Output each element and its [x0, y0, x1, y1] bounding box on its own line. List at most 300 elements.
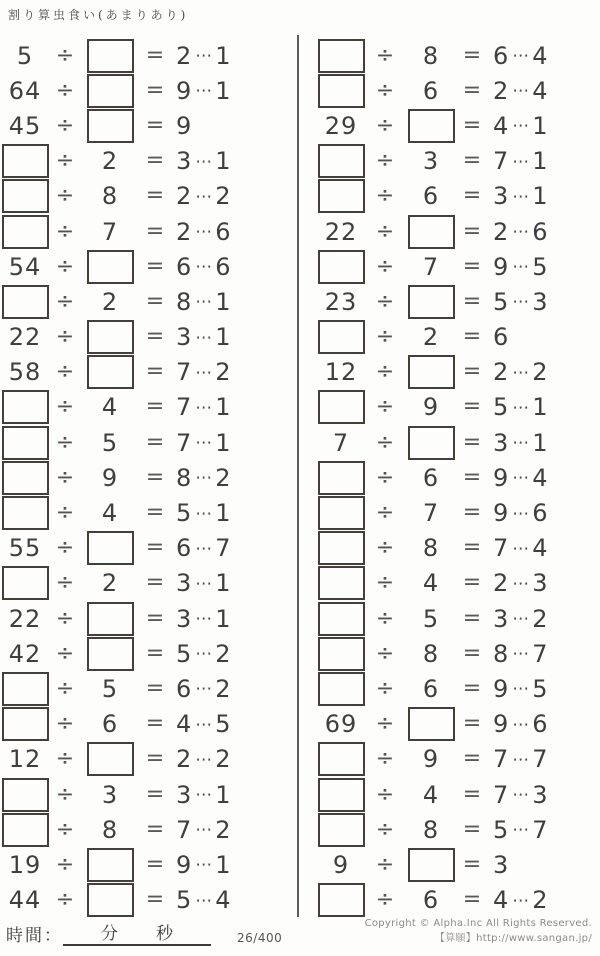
quotient-value: 6 [176, 252, 193, 281]
divisor-value: 4 [101, 393, 119, 422]
quotient-value: 9 [493, 499, 510, 528]
remainder-dots: ⋯ [512, 81, 530, 102]
divisor-cell [80, 495, 140, 530]
dividend-answer-box[interactable] [318, 496, 365, 530]
quotient-value: 5 [493, 815, 510, 844]
quotient-value: 8 [493, 639, 510, 668]
remainder-dots: ⋯ [195, 397, 213, 418]
divide-sign [50, 812, 80, 847]
result [485, 214, 600, 249]
equals-sign-glyph: = [145, 711, 165, 737]
time-blank-line[interactable] [63, 924, 211, 946]
dividend-answer-box[interactable] [318, 179, 365, 213]
divisor-value: 7 [422, 499, 440, 528]
divisor-cell [80, 355, 140, 390]
remainder-value: 3 [532, 287, 549, 316]
result [485, 531, 600, 566]
divisor-answer-box[interactable] [87, 602, 134, 636]
divisor-cell [80, 108, 140, 143]
dividend-answer-box[interactable] [318, 742, 365, 776]
divide-sign-glyph: ÷ [55, 851, 75, 877]
divide-sign [367, 495, 403, 530]
dividend-value: 42 [8, 639, 42, 668]
remainder-value: 1 [215, 428, 232, 457]
divisor-value: 5 [101, 428, 119, 457]
quotient-value: 3 [176, 604, 193, 633]
dividend-answer-box[interactable] [318, 778, 365, 812]
dividend-value: 55 [8, 534, 42, 563]
problem-row [315, 812, 600, 847]
divide-sign-glyph: ÷ [55, 148, 75, 174]
equals-sign [140, 531, 170, 566]
problem-row [0, 531, 296, 566]
equals-sign-glyph: = [462, 253, 482, 279]
divisor-value: 6 [101, 710, 119, 739]
equals-sign [140, 355, 170, 390]
dividend-answer-box[interactable] [2, 672, 49, 706]
result [170, 742, 296, 777]
problem-row [0, 883, 296, 918]
divisor-answer-box[interactable] [87, 848, 134, 882]
dividend-value: 45 [8, 111, 42, 140]
divisor-cell [80, 425, 140, 460]
dividend-cell [0, 671, 50, 706]
divisor-cell [403, 320, 459, 355]
divisor-answer-box[interactable] [87, 637, 134, 671]
page-title: 割り算虫食い(あまりあり) [8, 8, 189, 22]
dividend-answer-box[interactable] [318, 637, 365, 671]
divisor-value: 8 [101, 815, 119, 844]
equals-sign [140, 812, 170, 847]
divide-sign [50, 214, 80, 249]
quotient-value: 7 [493, 534, 510, 563]
column-right [315, 38, 600, 918]
equals-sign-glyph: = [462, 464, 482, 490]
dividend-value: 12 [324, 358, 358, 387]
dividend-answer-box[interactable] [2, 461, 49, 495]
divide-sign [50, 390, 80, 425]
remainder-dots: ⋯ [195, 222, 213, 243]
remainder-value: 7 [532, 745, 549, 774]
divide-sign-glyph: ÷ [55, 218, 75, 244]
divide-sign [50, 179, 80, 214]
quotient-value: 2 [176, 182, 193, 211]
dividend-cell [0, 883, 50, 918]
time-label: 時間： [6, 926, 63, 946]
result [485, 777, 600, 812]
divisor-cell [403, 38, 459, 73]
dividend-cell [315, 742, 367, 777]
remainder-dots: ⋯ [512, 714, 530, 735]
divisor-answer-box[interactable] [87, 250, 134, 284]
dividend-answer-box[interactable] [318, 390, 365, 424]
divide-sign [50, 249, 80, 284]
result [485, 812, 600, 847]
equals-sign-glyph: = [145, 675, 165, 701]
remainder-value: 6 [532, 710, 549, 739]
dividend-answer-box[interactable] [318, 461, 365, 495]
dividend-answer-box[interactable] [2, 813, 49, 847]
equals-sign-glyph: = [462, 781, 482, 807]
result [485, 108, 600, 143]
divide-sign [50, 425, 80, 460]
dividend-cell [0, 495, 50, 530]
result [485, 425, 600, 460]
result [170, 249, 296, 284]
result [170, 108, 296, 143]
problem-row [315, 73, 600, 108]
remainder-value: 2 [532, 886, 549, 915]
dividend-cell [315, 390, 367, 425]
divide-sign [367, 531, 403, 566]
quotient-value: 6 [493, 323, 510, 352]
remainder-value: 4 [215, 886, 232, 915]
result [485, 355, 600, 390]
equals-sign [459, 495, 485, 530]
dividend-answer-box[interactable] [318, 566, 365, 600]
quotient-value: 9 [493, 463, 510, 492]
problem-row [0, 73, 296, 108]
equals-sign [140, 636, 170, 671]
dividend-cell [315, 847, 367, 882]
divisor-cell [80, 883, 140, 918]
divide-sign-glyph: ÷ [375, 148, 395, 174]
divide-sign [367, 566, 403, 601]
divisor-answer-box[interactable] [87, 355, 134, 389]
dividend-cell [315, 38, 367, 73]
divisor-answer-box[interactable] [408, 355, 455, 389]
dividend-value: 7 [332, 428, 350, 457]
dividend-answer-box[interactable] [2, 179, 49, 213]
divisor-value: 9 [422, 745, 440, 774]
divisor-cell [403, 883, 459, 918]
remainder-value: 6 [532, 499, 549, 528]
remainder-value: 1 [532, 393, 549, 422]
divide-sign [50, 883, 80, 918]
quotient-value: 8 [176, 287, 193, 316]
divisor-cell [403, 742, 459, 777]
result [170, 38, 296, 73]
divisor-value: 2 [101, 287, 119, 316]
remainder-value: 2 [532, 604, 549, 633]
equals-sign [459, 320, 485, 355]
divide-sign [367, 249, 403, 284]
divide-sign-glyph: ÷ [55, 570, 75, 596]
equals-sign [140, 601, 170, 636]
column-divider-line [297, 35, 299, 917]
dividend-cell [0, 812, 50, 847]
divisor-answer-box[interactable] [87, 74, 134, 108]
remainder-value: 2 [215, 639, 232, 668]
divisor-answer-box[interactable] [408, 848, 455, 882]
divisor-cell [403, 179, 459, 214]
dividend-answer-box[interactable] [318, 39, 365, 73]
problem-row [0, 38, 296, 73]
equals-sign-glyph: = [462, 112, 482, 138]
equals-sign [459, 179, 485, 214]
divide-sign-glyph: ÷ [55, 675, 75, 701]
equals-sign [140, 144, 170, 179]
problem-row [0, 812, 296, 847]
divisor-cell [80, 777, 140, 812]
quotient-value: 5 [176, 639, 193, 668]
dividend-answer-box[interactable] [318, 883, 365, 917]
result [485, 883, 600, 918]
result [170, 390, 296, 425]
divide-sign-glyph: ÷ [55, 253, 75, 279]
dividend-cell [315, 284, 367, 319]
divisor-cell [403, 566, 459, 601]
divisor-cell [403, 214, 459, 249]
quotient-value: 7 [493, 147, 510, 176]
divide-sign [50, 636, 80, 671]
divisor-value: 9 [422, 393, 440, 422]
divisor-answer-box[interactable] [87, 742, 134, 776]
remainder-dots: ⋯ [512, 362, 530, 383]
dividend-cell [315, 812, 367, 847]
quotient-value: 3 [176, 780, 193, 809]
remainder-value: 2 [215, 463, 232, 492]
remainder-dots: ⋯ [512, 538, 530, 559]
copyright-line2: 【算願】http://www.sangan.jp/ [434, 932, 592, 944]
problem-row [315, 777, 600, 812]
divisor-value: 3 [422, 147, 440, 176]
divide-sign-glyph: ÷ [375, 746, 395, 772]
equals-sign [459, 566, 485, 601]
dividend-value: 44 [8, 886, 42, 915]
problem-row [0, 707, 296, 742]
divide-sign [50, 495, 80, 530]
divisor-cell [403, 284, 459, 319]
dividend-cell [315, 566, 367, 601]
divide-sign [367, 284, 403, 319]
problem-row [315, 671, 600, 706]
divide-sign-glyph: ÷ [55, 77, 75, 103]
divisor-answer-box[interactable] [87, 320, 134, 354]
divisor-cell [80, 742, 140, 777]
divisor-answer-box[interactable] [87, 531, 134, 565]
equals-sign-glyph: = [462, 675, 482, 701]
quotient-value: 9 [493, 674, 510, 703]
equals-sign [140, 73, 170, 108]
divide-sign-glyph: ÷ [375, 781, 395, 807]
result [485, 707, 600, 742]
dividend-cell [315, 320, 367, 355]
dividend-answer-box[interactable] [318, 250, 365, 284]
divide-sign [50, 531, 80, 566]
divisor-answer-box[interactable] [408, 426, 455, 460]
result [170, 73, 296, 108]
divisor-value: 6 [422, 463, 440, 492]
remainder-value: 1 [215, 604, 232, 633]
divide-sign [50, 144, 80, 179]
divisor-cell [80, 214, 140, 249]
dividend-cell [0, 425, 50, 460]
remainder-dots: ⋯ [512, 820, 530, 841]
remainder-value: 1 [215, 147, 232, 176]
problem-row [315, 883, 600, 918]
remainder-value: 2 [215, 674, 232, 703]
equals-sign [459, 144, 485, 179]
divide-sign [367, 355, 403, 390]
remainder-value: 1 [532, 428, 549, 457]
quotient-value: 4 [493, 886, 510, 915]
divisor-answer-box[interactable] [408, 109, 455, 143]
dividend-cell [315, 249, 367, 284]
dividend-answer-box[interactable] [2, 426, 49, 460]
problem-row [0, 425, 296, 460]
quotient-value: 3 [176, 323, 193, 352]
dividend-answer-box[interactable] [2, 778, 49, 812]
divisor-cell [403, 144, 459, 179]
divide-sign-glyph: ÷ [55, 816, 75, 842]
remainder-value: 1 [215, 499, 232, 528]
remainder-dots: ⋯ [195, 46, 213, 67]
remainder-dots: ⋯ [195, 749, 213, 770]
remainder-value: 2 [215, 358, 232, 387]
divide-sign [367, 108, 403, 143]
dividend-value: 19 [8, 850, 42, 879]
problem-row [0, 390, 296, 425]
divisor-cell [80, 249, 140, 284]
divide-sign-glyph: ÷ [55, 429, 75, 455]
remainder-value: 1 [215, 287, 232, 316]
divisor-value: 2 [101, 147, 119, 176]
remainder-value: 4 [532, 41, 549, 70]
divisor-cell [80, 531, 140, 566]
divisor-cell [80, 284, 140, 319]
remainder-dots: ⋯ [195, 679, 213, 700]
divide-sign-glyph: ÷ [55, 112, 75, 138]
remainder-dots: ⋯ [195, 714, 213, 735]
remainder-value: 4 [532, 76, 549, 105]
result [485, 460, 600, 495]
divide-sign [50, 73, 80, 108]
dividend-cell [0, 355, 50, 390]
equals-sign [140, 566, 170, 601]
result [170, 495, 296, 530]
divide-sign-glyph: ÷ [375, 77, 395, 103]
dividend-answer-box[interactable] [318, 672, 365, 706]
divisor-answer-box[interactable] [408, 215, 455, 249]
equals-sign [459, 883, 485, 918]
dividend-cell [0, 566, 50, 601]
quotient-value: 7 [176, 393, 193, 422]
problem-row [0, 214, 296, 249]
problem-row [0, 108, 296, 143]
dividend-answer-box[interactable] [2, 215, 49, 249]
quotient-value: 4 [176, 710, 193, 739]
dividend-value: 23 [324, 287, 358, 316]
divide-sign [50, 320, 80, 355]
equals-sign-glyph: = [145, 429, 165, 455]
dividend-answer-box[interactable] [2, 707, 49, 741]
equals-sign-glyph: = [462, 288, 482, 314]
remainder-dots: ⋯ [512, 397, 530, 418]
divide-sign [367, 38, 403, 73]
result [170, 847, 296, 882]
quotient-value: 4 [493, 111, 510, 140]
dividend-answer-box[interactable] [318, 320, 365, 354]
result [485, 495, 600, 530]
quotient-value: 6 [176, 674, 193, 703]
dividend-answer-box[interactable] [318, 74, 365, 108]
equals-sign [140, 214, 170, 249]
quotient-value: 7 [176, 428, 193, 457]
divide-sign-glyph: ÷ [375, 570, 395, 596]
dividend-value: 5 [16, 41, 34, 70]
problem-row [0, 320, 296, 355]
divisor-cell [80, 73, 140, 108]
result [485, 847, 600, 882]
divisor-cell [403, 636, 459, 671]
divide-sign-glyph: ÷ [375, 711, 395, 737]
dividend-answer-box[interactable] [2, 390, 49, 424]
quotient-value: 7 [493, 745, 510, 774]
problem-row [0, 847, 296, 882]
divide-sign-glyph: ÷ [55, 324, 75, 350]
equals-sign [140, 707, 170, 742]
divide-sign [50, 460, 80, 495]
result [170, 425, 296, 460]
divisor-answer-box[interactable] [408, 707, 455, 741]
dividend-answer-box[interactable] [2, 144, 49, 178]
dividend-answer-box[interactable] [2, 285, 49, 319]
remainder-dots: ⋯ [512, 890, 530, 911]
equals-sign [459, 671, 485, 706]
divisor-answer-box[interactable] [408, 285, 455, 319]
dividend-cell [0, 38, 50, 73]
result [170, 777, 296, 812]
minutes-label: 分 [101, 924, 118, 944]
equals-sign-glyph: = [145, 218, 165, 244]
dividend-cell [0, 284, 50, 319]
dividend-answer-box[interactable] [318, 602, 365, 636]
result [170, 460, 296, 495]
divisor-answer-box[interactable] [87, 883, 134, 917]
problem-row [0, 495, 296, 530]
divide-sign-glyph: ÷ [375, 851, 395, 877]
remainder-value: 6 [215, 252, 232, 281]
dividend-answer-box[interactable] [318, 144, 365, 178]
divide-sign-glyph: ÷ [375, 359, 395, 385]
equals-sign-glyph: = [145, 394, 165, 420]
problem-row [0, 355, 296, 390]
equals-sign-glyph: = [145, 359, 165, 385]
problem-row [315, 636, 600, 671]
equals-sign-glyph: = [145, 42, 165, 68]
dividend-answer-box[interactable] [318, 531, 365, 565]
divisor-value: 2 [101, 569, 119, 598]
dividend-answer-box[interactable] [2, 566, 49, 600]
quotient-value: 3 [493, 604, 510, 633]
equals-sign-glyph: = [145, 500, 165, 526]
divide-sign-glyph: ÷ [55, 887, 75, 913]
problem-row [315, 425, 600, 460]
equals-sign [140, 671, 170, 706]
dividend-cell [0, 601, 50, 636]
quotient-value: 7 [176, 358, 193, 387]
problem-row [0, 777, 296, 812]
divisor-answer-box[interactable] [87, 109, 134, 143]
dividend-value: 69 [324, 710, 358, 739]
divisor-answer-box[interactable] [87, 39, 134, 73]
dividend-cell [315, 144, 367, 179]
dividend-answer-box[interactable] [2, 496, 49, 530]
remainder-dots: ⋯ [195, 327, 213, 348]
dividend-answer-box[interactable] [318, 813, 365, 847]
quotient-value: 9 [176, 111, 193, 140]
